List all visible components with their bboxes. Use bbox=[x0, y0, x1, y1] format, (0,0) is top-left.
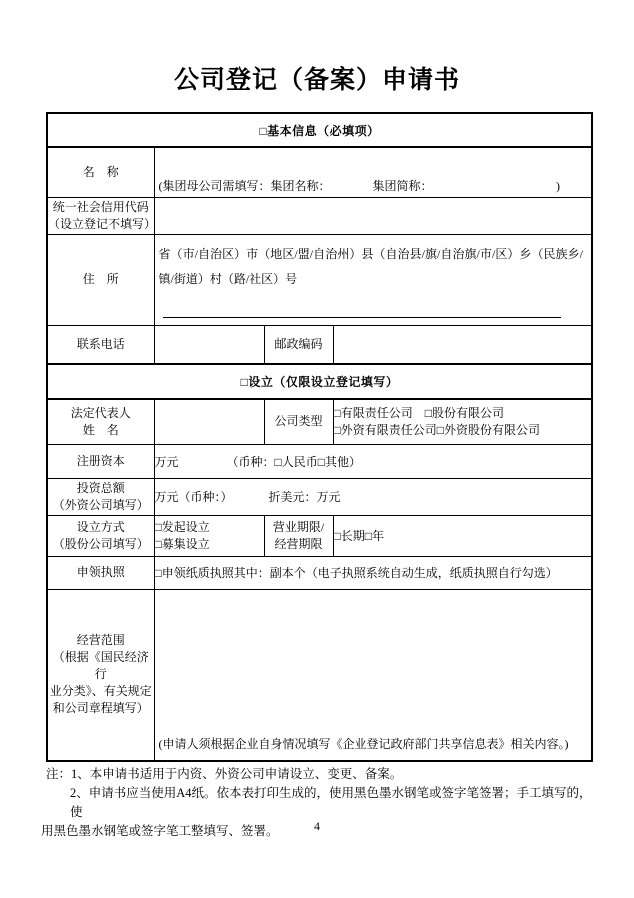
total-investment-label-cell bbox=[47, 478, 154, 515]
legal-rep-label-line2: 姓 名 bbox=[82, 422, 119, 437]
license-value-cell bbox=[154, 556, 592, 589]
business-scope-label-line2: （根据《国民经济行 bbox=[52, 650, 149, 682]
capital-currency-options: （币种：□人民币□其他） bbox=[226, 454, 362, 469]
name-value-cell bbox=[154, 147, 592, 197]
legal-rep-name-value-cell bbox=[154, 399, 264, 444]
company-type-label: 公司类型 bbox=[274, 414, 323, 429]
license-row bbox=[47, 556, 592, 589]
footer-note-line3: 用黑色墨水钢笔或签字笔工整填写、签署。 bbox=[41, 824, 279, 838]
company-type-label-cell bbox=[264, 399, 333, 444]
credit-code-label-cell bbox=[47, 197, 157, 234]
total-investment-value-cell bbox=[154, 478, 592, 515]
total-investment-label-line1: 投资总额 bbox=[76, 480, 125, 495]
name-row bbox=[47, 147, 592, 197]
business-scope-row bbox=[47, 589, 592, 761]
license-options-text: □申领纸质执照其中：副本个（电子执照系统自动生成，纸质执照自行勾选） bbox=[154, 566, 558, 580]
postal-code-value-cell bbox=[333, 325, 592, 364]
business-term-label-line1: 营业期限/ bbox=[272, 519, 325, 534]
business-term-options-cell bbox=[333, 515, 592, 556]
address-template-text: 省（市/自治区）市（地区/盟/自治州）县（自治县/旗/自治旗/市/区）乡（民族乡/镇/街道）村（路/社区）号 bbox=[158, 246, 583, 286]
phone-label-cell bbox=[47, 325, 154, 364]
legal-rep-row bbox=[47, 399, 592, 444]
credit-code-row bbox=[47, 197, 592, 234]
business-term-label-cell bbox=[264, 515, 333, 556]
page-number: 4 bbox=[314, 819, 320, 833]
business-scope-label-line1: 经营范围 bbox=[76, 633, 125, 648]
phone-row bbox=[47, 325, 592, 364]
address-fill-line bbox=[163, 317, 562, 318]
business-scope-value-cell bbox=[154, 589, 592, 761]
name-label: 名 称 bbox=[82, 164, 119, 179]
registered-capital-label-cell bbox=[47, 444, 154, 478]
section-basic-info-row bbox=[47, 113, 592, 147]
postal-code-label: 邮政编码 bbox=[274, 336, 323, 351]
business-scope-note: (申请人须根据企业自身情况填写《企业登记政府部门共享信息表》相关内容。) bbox=[158, 737, 569, 751]
name-label-cell bbox=[47, 147, 154, 197]
postal-code-label-cell bbox=[264, 325, 333, 364]
footer-note-line2: 2、申请书应当使用A4纸。依本表打印生成的，使用黑色墨水钢笔或签字笔签署；手工填写的，使 bbox=[70, 786, 592, 819]
phone-value-cell bbox=[154, 325, 264, 364]
application-form-table bbox=[46, 112, 593, 762]
business-term-label-line2: 经营期限 bbox=[274, 536, 323, 551]
group-company-note bbox=[159, 177, 561, 194]
legal-rep-label-cell bbox=[47, 399, 154, 444]
credit-code-label-line1: 统一社会信用代码 bbox=[52, 199, 149, 214]
page-title: 公司登记（备案）申请书 bbox=[173, 67, 460, 94]
company-type-options-cell bbox=[333, 399, 592, 444]
business-scope-label-cell bbox=[47, 589, 154, 761]
setup-method-label-line1: 设立方式 bbox=[76, 519, 125, 534]
section-basic-info-title: □基本信息（必填项） bbox=[259, 123, 380, 138]
investment-unit-label: 万元（币种：） bbox=[154, 490, 233, 504]
legal-rep-label-line1: 法定代表人 bbox=[70, 405, 131, 420]
group-short-name-label: 集团简称： bbox=[372, 178, 433, 193]
credit-code-value-cell bbox=[154, 197, 592, 234]
investment-usd-label: 折美元：万元 bbox=[268, 490, 341, 504]
company-type-options-line2: □外资有限责任公司□外资股份有限公司 bbox=[333, 422, 540, 437]
license-label-cell bbox=[47, 556, 154, 589]
setup-option-offer: □募集设立 bbox=[154, 536, 210, 551]
group-note-prefix: (集团母公司需填写：集团名称： bbox=[158, 178, 331, 193]
section-establishment-row bbox=[47, 364, 592, 399]
setup-method-row bbox=[47, 515, 592, 556]
total-investment-row bbox=[47, 478, 592, 515]
setup-method-label-cell bbox=[47, 515, 154, 556]
address-row bbox=[47, 234, 592, 325]
footer-note-line1: 注：1、本申请书适用于内资、外资公司申请设立、变更、备案。 bbox=[46, 767, 403, 781]
section-establishment-title: □设立（仅限设立登记填写） bbox=[240, 375, 399, 389]
address-label: 住 所 bbox=[82, 272, 119, 286]
address-label-cell bbox=[47, 234, 154, 325]
address-value-cell bbox=[154, 234, 592, 325]
group-note-close-paren: ) bbox=[556, 178, 560, 193]
business-scope-label-line4: 和公司章程填写） bbox=[52, 701, 149, 716]
setup-method-label-line2: （股份公司填写） bbox=[52, 536, 149, 551]
section-basic-info-header bbox=[47, 113, 592, 147]
registered-capital-value-cell bbox=[154, 444, 592, 478]
setup-method-options-cell bbox=[154, 515, 264, 556]
section-establishment-header bbox=[47, 364, 592, 399]
business-term-options: □长期□年 bbox=[333, 529, 384, 543]
registered-capital-label: 注册资本 bbox=[76, 453, 125, 468]
phone-label: 联系电话 bbox=[76, 336, 125, 351]
setup-option-sponsor: □发起设立 bbox=[154, 519, 210, 534]
credit-code-label-line2: （设立登记不填写） bbox=[48, 216, 157, 231]
registered-capital-row bbox=[47, 444, 592, 478]
license-label: 申领执照 bbox=[76, 565, 125, 579]
total-investment-label-line2: （外资公司填写） bbox=[52, 497, 149, 512]
business-scope-label-line3: 业分类》、有关规定 bbox=[49, 684, 152, 699]
company-type-options-line1: □有限责任公司 □股份有限公司 bbox=[333, 405, 504, 420]
capital-unit-label: 万元 bbox=[154, 454, 179, 469]
